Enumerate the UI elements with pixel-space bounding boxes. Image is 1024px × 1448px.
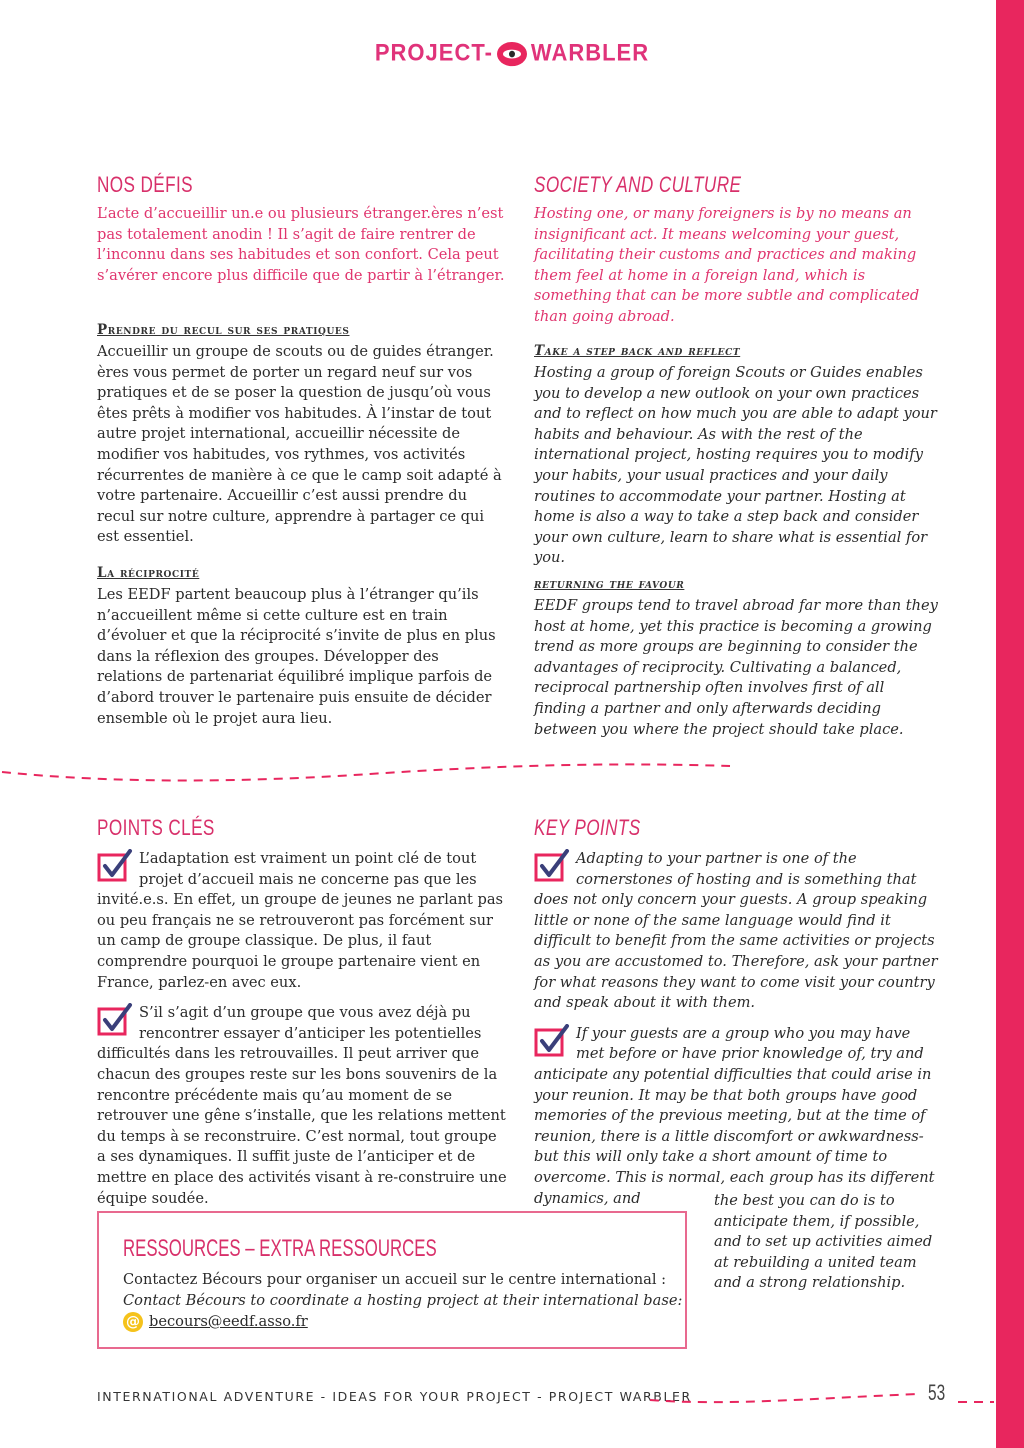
- body-prendre-recul: Accueillir un groupe de scouts ou de guides étranger. ères vous permet de porter un regard neuf sur vos pratiques et de se poser la question de jusqu’où vous êtes prêts à modifier vos habitudes. À l’instar de tout autre projet international, accueillir nécessite de modifier vos habitudes, vos rythmes, vos activités récurrentes de manière à ce que le camp soit adapté à votre partenaire. Accueillir c’est aussi prendre du recul sur notre culture, apprendre à partager ce qui est essentiel.: [97, 343, 502, 546]
- section-returning-favour: [534, 576, 939, 740]
- footer-text: INTERNATIONAL ADVENTURE - IDEAS FOR YOUR PROJECT - PROJECT WARBLER: [97, 1389, 692, 1404]
- subhead-reciprocite: La réciprocité: [97, 565, 200, 581]
- key-point-2-text: If your guests are a group who you may have met before or have prior knowledge of, try and anticipate any potential difficulties that could arise in your reunion. It may be that both groups have good memories of the previous meeting, but at the time of reunion, there is a little discomfort or awkwardness- but this will only take a short amount of time to overcome. This is normal, each group has its different dynamics, and: [534, 1024, 935, 1207]
- page-number: 53: [928, 1380, 946, 1405]
- resources-box: [97, 1211, 687, 1349]
- key-point-1: [534, 849, 939, 1014]
- section-points-cles: [97, 815, 507, 1209]
- heading-key-points: KEY POINTS: [534, 815, 641, 840]
- section-step-back: [534, 343, 939, 569]
- bird-eye-icon: [495, 40, 529, 69]
- subhead-prendre-recul: Prendre du recul sur ses pratiques: [97, 322, 350, 338]
- heading-society-culture: SOCIETY AND CULTURE: [534, 172, 742, 197]
- section-key-points: [534, 815, 939, 1209]
- point-cle-2-text: S’il s’agit d’un groupe que vous avez déjà pu rencontrer essayer d’anticiper les potentielles difficultés dans les retrouvailles. Il peut arriver que chacun des groupes reste sur les bons souvenirs de la rencontre précédente mais qu’au moment de se retrouver une gêne s’installe, que les relations mettent du temps à se reconstruire. C’est normal, tout groupe a ses dynamiques. Il suffit juste de l’anticiper et de mettre en place des activités visant à re-construire une équipe soudée.: [97, 1004, 507, 1207]
- section-prendre-recul: [97, 322, 507, 548]
- section-society-culture: [534, 172, 939, 328]
- intro-society-culture: Hosting one, or many foreigners is by no means an insignificant act. It means welcoming your guest, facilitating their customs and practices and making them feel at home in a foreign land, which is something that can be more subtle and complicated than going abroad.: [534, 205, 920, 325]
- checkbox-check-icon: [97, 849, 133, 883]
- resources-line-fr: Contactez Bécours pour organiser un accueil sur le centre international :: [123, 1271, 667, 1288]
- section-nos-defis: [97, 172, 507, 286]
- resources-line-en: Contact Bécours to coordinate a hosting project at their international base:: [123, 1292, 683, 1309]
- logo-text-left: PROJECT-: [374, 38, 493, 67]
- heading-nos-defis: NOS DÉFIS: [97, 172, 194, 197]
- point-cle-1-text: L’adaptation est vraiment un point clé de tout projet d’accueil mais ne concerne pas que les invité.e.s. En effet, un groupe de jeunes ne parlant pas ou peu français ne se retrouveront pas forcément sur un camp de groupe classique. De plus, il faut comprendre pourquoi le groupe partenaire vient en France, parlez-en avec eux.: [97, 850, 504, 991]
- key-point-2-continuation: [714, 1191, 939, 1294]
- body-reciprocite: Les EEDF partent beaucoup plus à l’étranger qu’ils n’accueillent même si cette culture est en train d’évoluer et que la réciprocité s’invite de plus en plus dans la réflexion des groupes. Développer des relations de partenariat équilibré implique parfois de d’abord trouver le partenaire puis ensuite de décider ensemble où le projet aura lieu.: [97, 586, 496, 727]
- page-edge-bar: [996, 0, 1024, 1448]
- heading-points-cles: POINTS CLÉS: [97, 815, 215, 840]
- point-cle-2: [97, 1003, 507, 1209]
- subhead-returning-favour: returning the favour: [534, 576, 685, 592]
- resources-email-row: [123, 1312, 308, 1333]
- key-point-2-tail: the best you can do is to anticipate them, if possible, and to set up activities aimed at rebuilding a united team and a strong relationship.: [714, 1192, 933, 1292]
- body-step-back: Hosting a group of foreign Scouts or Guides enables you to develop a new outlook on your own practices and to reflect on how much you are able to adapt your habits and behaviour. As with the rest of the international project, hosting requires you to modify your habits, your usual practices and your daily routines to accommodate your partner. Hosting at home is also a way to take a step back and consider your own culture, learn to share what is essential for you.: [534, 364, 937, 567]
- intro-nos-defis: L’acte d’accueillir un.e ou plusieurs étranger.ères n’est pas totalement anodin ! Il s’agit de faire rentrer de l’inconnu dans ses habitudes et son confort. Cela peut s’avérer encore plus difficile que de partir à l’étranger.: [97, 205, 505, 284]
- point-cle-1: [97, 849, 507, 993]
- checkbox-check-icon: [534, 849, 570, 883]
- email-link[interactable]: becours@eedf.asso.fr: [149, 1313, 308, 1330]
- body-returning-favour: EEDF groups tend to travel abroad far more than they host at home, yet this practice is becoming a growing trend as more groups are beginning to consider the advantages of reciprocity. Cultivating a balanced, reciprocal partnership often involves first of all finding a partner and only afterwards deciding between you where the project should take place.: [534, 597, 938, 738]
- key-point-2: [534, 1024, 939, 1209]
- key-point-1-text: Adapting to your partner is one of the cornerstones of hosting and is something that does not only concern your guests. A group speaking little or none of the same language would find it difficult to benefit from the same activities or projects as you are accustomed to. Therefore, ask your partner for what reasons they want to come visit your country and speak about it with them.: [534, 850, 938, 1012]
- checkbox-check-icon: [97, 1003, 133, 1037]
- section-reciprocite: [97, 565, 507, 729]
- checkbox-check-icon: [534, 1024, 570, 1058]
- at-icon: @: [123, 1312, 143, 1332]
- dashed-divider: [0, 758, 740, 788]
- resources-title: RESSOURCES – EXTRA RESSOURCES: [123, 1235, 437, 1262]
- project-warbler-logo: [0, 39, 1024, 69]
- subhead-step-back: Take a step back and reflect: [534, 343, 741, 359]
- logo-text-right: WARBLER: [530, 38, 650, 67]
